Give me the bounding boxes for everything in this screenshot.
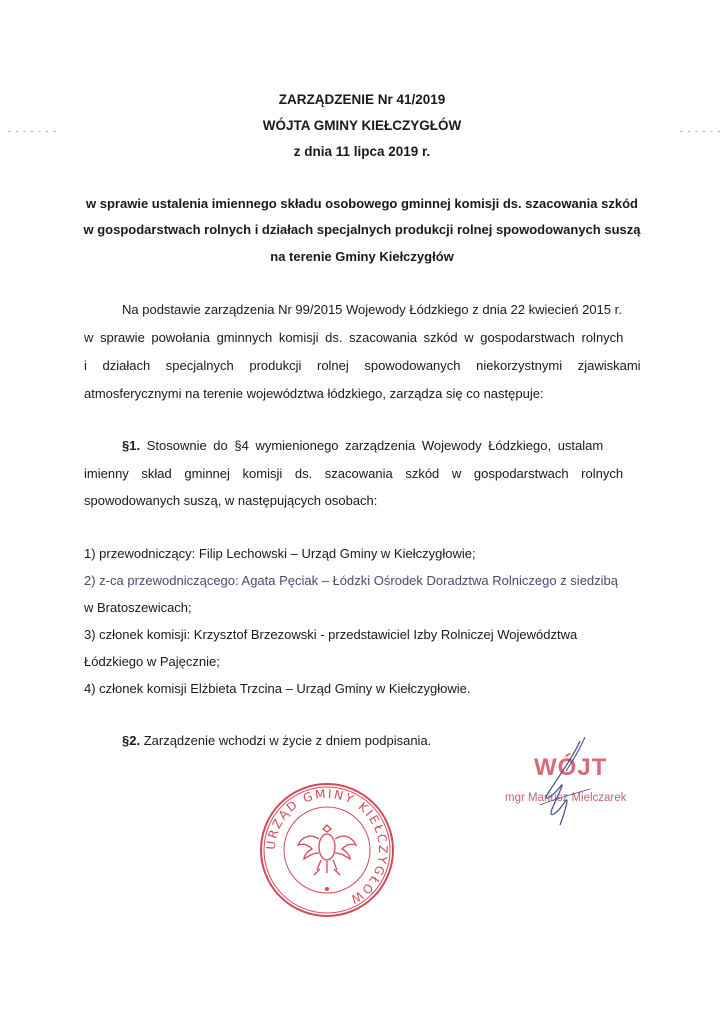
member-item-1: 1) przewodniczący: Filip Lechowski – Urząd Gminy w Kiełczygłowie; [84, 546, 476, 561]
section-1-line-3: spowodowanych suszą, w następujących osobach: [84, 493, 378, 508]
preamble-line-4: atmosferycznymi na terenie województwa łódzkiego, zarządza się co następuje: [84, 386, 544, 401]
member-item-3-cont: Łódzkiego w Pajęcznie; [84, 654, 220, 669]
preamble-line-3: i działach specjalnych produkcji rolnej spowodowanych niekorzystnymi zjawiskami [84, 358, 641, 373]
subject-line-3: na terenie Gminy Kiełczygłów [270, 249, 454, 264]
section-1-label: §1. [122, 438, 141, 453]
seal-text: URZĄD GMINY KIEŁCZYGŁÓW [263, 786, 391, 908]
preamble-line-1: Na podstawie zarządzenia Nr 99/2015 Wojewody Łódzkiego z dnia 22 kwiecień 2015 r. [122, 302, 622, 317]
signature-stamp-title: WÓJT [534, 754, 608, 781]
eagle-emblem-icon [298, 825, 356, 875]
section-1-text: Stosownie do §4 wymienionego zarządzenia Wojewody Łódzkiego, ustalam [146, 438, 604, 453]
document-title: ZARZĄDZENIE Nr 41/2019 [278, 92, 446, 107]
member-item-2-cont: w Bratoszewicach; [84, 600, 192, 615]
official-seal [258, 781, 396, 919]
section-1-line-2: imienny skład gminnej komisji ds. szacowania szkód w gospodarstwach rolnych [84, 466, 624, 481]
section-2-label: §2. [122, 733, 141, 748]
subject-line-2: w gospodarstwach rolnych i działach specjalnych produkcji rolnej spowodowanych suszą [83, 222, 641, 237]
preamble-line-2: w sprawie powołania gminnych komisji ds. szacowania szkód w gospodarstwach rolnych [84, 330, 624, 345]
issuer-title: WÓJTA GMINY KIEŁCZYGŁÓW [262, 118, 462, 133]
section-1-line-1 [122, 438, 603, 453]
section-2-text: Zarządzenie wchodzi w życie z dniem podpisania. [143, 733, 432, 748]
document-date: z dnia 11 lipca 2019 r. [293, 144, 431, 159]
scan-margin-mark: - - - - - - [680, 126, 722, 136]
scan-margin-mark: - - - - - - - [8, 126, 57, 136]
section-2-line [122, 733, 431, 748]
handwritten-signature [530, 735, 600, 835]
member-item-2: 2) z-ca przewodniczącego: Agata Pęciak – Łódzki Ośrodek Doradztwa Rolniczego z siedzibą [84, 573, 618, 588]
signature-stamp-name: mgr Mariusz Mielczarek [505, 792, 627, 804]
member-item-3: 3) członek komisji: Krzysztof Brzezowski - przedstawiciel Izby Rolniczej Województwa [84, 627, 578, 642]
member-item-4: 4) członek komisji Elżbieta Trzcina – Urząd Gminy w Kiełczygłowie. [84, 681, 471, 696]
subject-line-1: w sprawie ustalenia imiennego składu osobowego gminnej komisji ds. szacowania szkód [86, 196, 638, 211]
